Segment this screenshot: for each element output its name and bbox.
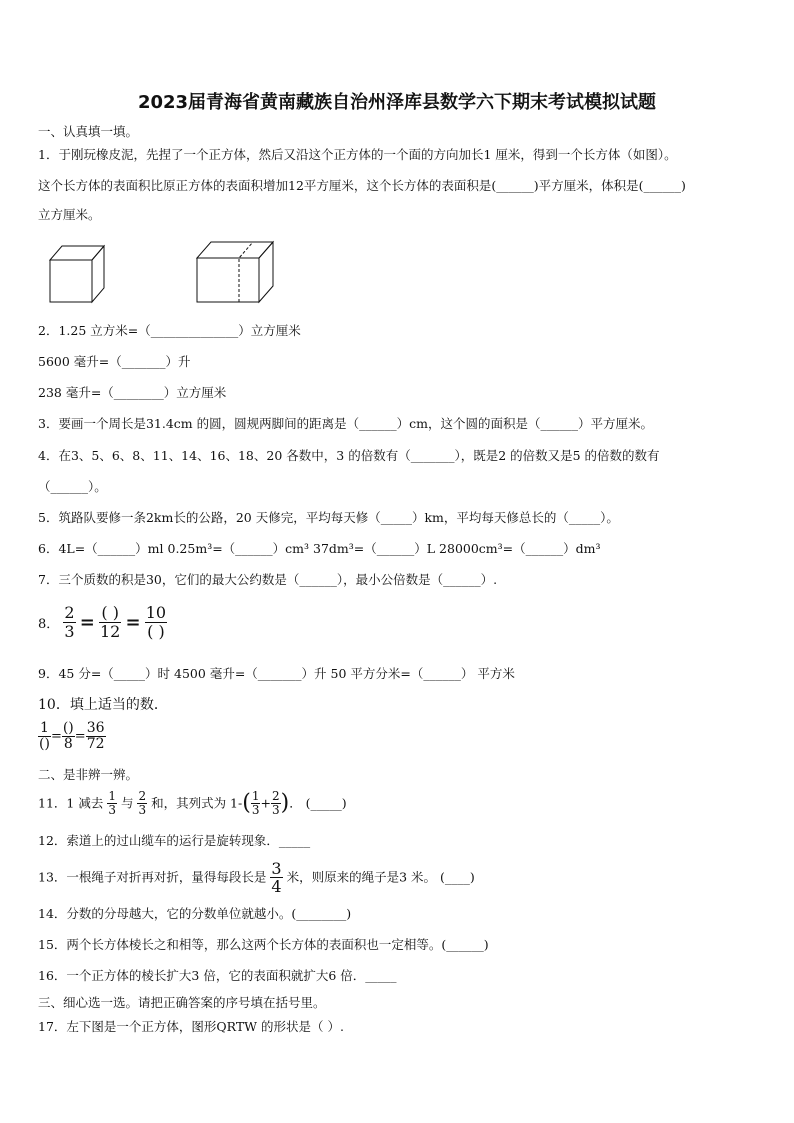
fraction-36-72 [86, 721, 106, 752]
section-3-heading: 三、细心选一选。请把正确答案的序号填在括号里。 [38, 995, 326, 1010]
cuboid-figure [195, 238, 277, 306]
question-4-line-1: 4．在3、5、6、8、11、14、16、18、20 各数中，3 的倍数有（_______），既是2 的倍数又是5 的倍数的数有 [38, 448, 660, 463]
fraction-2-3 [137, 790, 147, 817]
question-14: 14．分数的分母越大，它的分数单位就越小。(________) [38, 906, 352, 921]
question-11-text: 和，其列式为 1- [151, 795, 243, 811]
question-2-line-1: 2．1.25 立方米=（______________）立方厘米 [38, 323, 301, 338]
question-17: 17．左下图是一个正方体，图形QRTW 的形状是（ ）. [38, 1019, 344, 1034]
fraction-numerator: 3 [271, 859, 282, 878]
fraction-3-4 [270, 860, 282, 895]
equals-sign: = [74, 729, 86, 744]
fraction-numerator: () [62, 720, 74, 736]
fraction-2-3 [271, 790, 281, 817]
equals-sign: = [50, 729, 62, 744]
question-1-line-1: 1．于刚玩橡皮泥，先捏了一个正方体，然后又沿这个正方体的一个面的方向加长1 厘米，得到一个长方体（如图）。 [38, 147, 677, 162]
question-11-prefix: 11．1 减去 [38, 795, 104, 811]
close-paren: ) [280, 790, 290, 816]
fraction-denominator: ( ) [147, 622, 165, 641]
question-2-line-3: 238 毫升=（________）立方厘米 [38, 385, 227, 400]
question-1-line-3: 立方厘米。 [38, 207, 101, 222]
question-1-line-2: 这个长方体的表面积比原正方体的表面积增加12平方厘米，这个长方体的表面积是(______)平方厘米，体积是(______) [38, 178, 686, 193]
question-12: 12．索道上的过山缆车的运行是旋转现象．_____ [38, 833, 311, 848]
equals-sign: = [125, 612, 141, 633]
question-15: 15．两个长方体棱长之和相等，那么这两个长方体的表面积也一定相等。(______) [38, 937, 489, 952]
fraction-denominator: 3 [138, 803, 147, 817]
question-5: 5．筑路队要修一条2km长的公路，20 天修完，平均每天修（_____）km，平均每天修总长的（_____）。 [38, 510, 619, 525]
question-9: 9．45 分=（_____）时 4500 毫升=（_______）升 50 平方分米=（______） 平方米 [38, 666, 515, 681]
fraction-denominator: 4 [271, 877, 282, 896]
fraction-denominator: 3 [108, 803, 116, 817]
fraction-numerator: 2 [138, 789, 147, 803]
question-10: 10．填上适当的数． [38, 697, 168, 713]
section-2-heading: 二、是非辨一辨。 [38, 767, 139, 782]
question-11-tail: ． (_____) [289, 795, 347, 811]
fraction-numerator: 1 [251, 789, 260, 803]
fraction-2-3 [63, 604, 75, 641]
fraction-numerator: ( ) [99, 604, 121, 623]
fraction-denominator: () [39, 736, 50, 752]
question-7: 7．三个质数的积是30，它们的最大公约数是（______），最小公倍数是（______）. [38, 572, 498, 587]
fraction-numerator: 36 [86, 720, 105, 736]
question-2-line-2: 5600 毫升=（_______）升 [38, 354, 191, 369]
fraction-denominator: 3 [64, 622, 75, 641]
question-11 [38, 790, 347, 817]
question-11-mid: 与 [120, 795, 134, 811]
fraction-denominator: 12 [99, 622, 121, 641]
question-13 [38, 860, 475, 895]
fraction-10-blank [145, 604, 167, 641]
fraction-numerator: 2 [271, 789, 280, 803]
fraction-denominator: 3 [251, 803, 260, 817]
fraction-blank-8 [62, 721, 75, 752]
fraction-numerator: 10 [145, 603, 167, 622]
fraction-numerator: 2 [64, 603, 75, 622]
question-3: 3．要画一个周长是31.4cm 的圆，圆规两脚间的距离是（______）cm，这个圆的面积是（______）平方厘米。 [38, 416, 653, 431]
page-title: 2023届青海省黄南藏族自治州泽库县数学六下期末考试模拟试题 [137, 92, 657, 113]
fraction-numerator: 1 [108, 789, 116, 803]
fraction-denominator: 72 [86, 736, 105, 752]
question-13-prefix: 13．一根绳子对折再对折，量得每段长是 [38, 869, 267, 885]
equals-sign: = [79, 612, 95, 633]
fraction-denominator: 3 [271, 803, 280, 817]
fraction-numerator: 1 [38, 721, 51, 737]
question-8 [38, 604, 167, 641]
open-paren: ( [242, 790, 251, 816]
question-8-label: 8． [38, 617, 60, 632]
fraction-denominator: 8 [63, 736, 73, 752]
plus-sign: + [260, 795, 271, 811]
cube-figure [48, 240, 110, 306]
question-6: 6．4L=（______）ml 0.25m³=（______）cm³ 37dm³=（______）L 28000cm³=（______）dm³ [38, 541, 601, 556]
question-4-line-2: （______）。 [38, 479, 107, 494]
question-16: 16．一个正方体的棱长扩大3 倍，它的表面积就扩大6 倍．_____ [38, 968, 397, 983]
section-1-heading: 一、认真填一填。 [38, 124, 139, 139]
fraction-1-blank [38, 721, 51, 752]
fraction-1-3 [107, 790, 117, 817]
fraction-blank-12 [99, 604, 121, 641]
question-13-suffix: 米，则原来的绳子是3 米。 (____) [286, 869, 475, 885]
question-10-expression [38, 721, 106, 752]
